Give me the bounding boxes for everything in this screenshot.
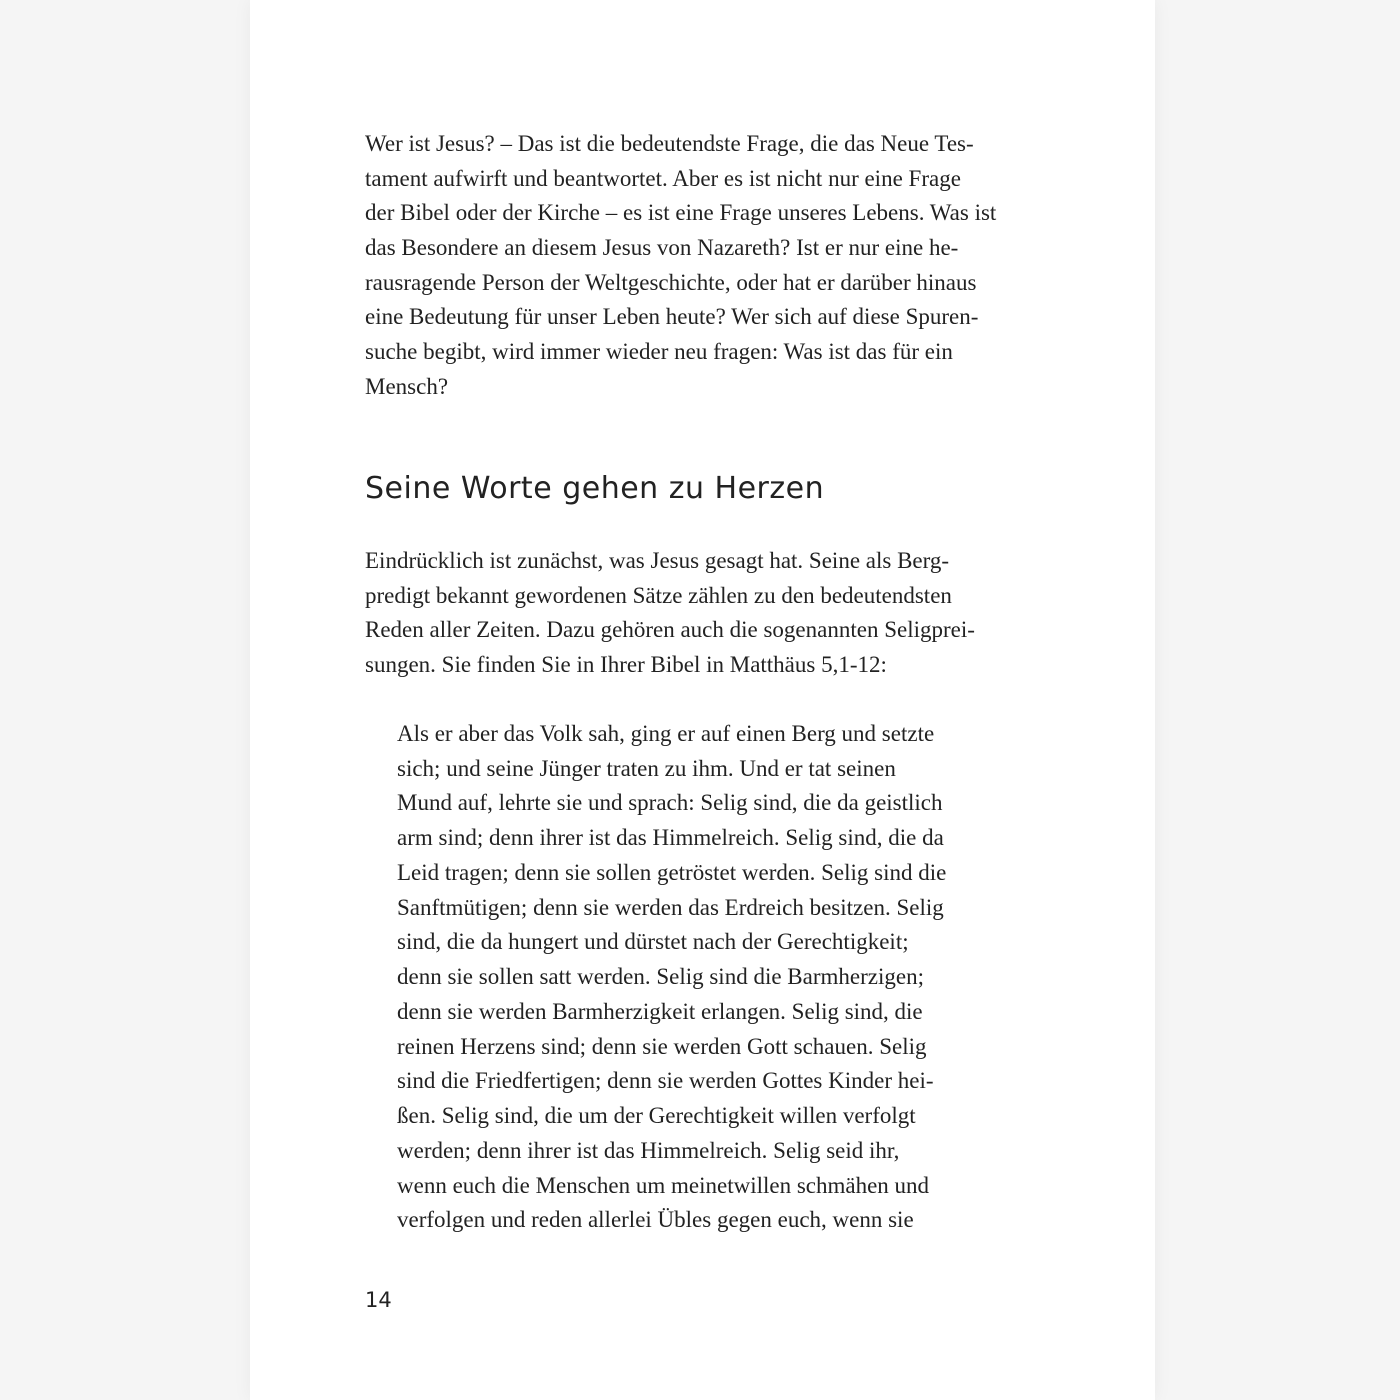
quote-line: verfolgen und reden allerlei Übles gegen euch, wenn sie: [397, 1207, 914, 1232]
intro-line: suche begibt, wird immer wieder neu fragen: Was ist das für ein: [365, 339, 953, 364]
section-line: sungen. Sie finden Sie in Ihrer Bibel in Matthäus 5,1-12:: [365, 652, 887, 677]
intro-line: das Besondere an diesem Jesus von Nazareth? Ist er nur eine he-: [365, 235, 959, 260]
quote-line: denn sie sollen satt werden. Selig sind die Barmherzigen;: [397, 964, 924, 989]
quote-line: sind die Friedfertigen; denn sie werden Gottes Kinder hei-: [397, 1068, 934, 1093]
section-heading: Seine Worte gehen zu Herzen: [365, 471, 825, 506]
intro-line: der Bibel oder der Kirche – es ist eine Frage unseres Lebens. Was ist: [365, 200, 997, 225]
quote-line: ßen. Selig sind, die um der Gerechtigkeit willen verfolgt: [397, 1103, 916, 1128]
intro-line: Mensch?: [365, 374, 449, 399]
quote-line: Mund auf, lehrte sie und sprach: Selig sind, die da geistlich: [397, 790, 943, 815]
quote-line: sind, die da hungert und dürstet nach der Gerechtigkeit;: [397, 929, 909, 954]
page-number: 14: [365, 1288, 392, 1312]
section-line: predigt bekannt gewordenen Sätze zählen zu den bedeutendsten: [365, 583, 952, 608]
quote-line: Als er aber das Volk sah, ging er auf einen Berg und setzte: [397, 721, 935, 746]
intro-line: tament aufwirft und beantwortet. Aber es ist nicht nur eine Frage: [365, 166, 961, 191]
intro-line: Wer ist Jesus? – Das ist die bedeutendste Frage, die das Neue Tes-: [365, 131, 974, 156]
quote-line: Sanftmütigen; denn sie werden das Erdreich besitzen. Selig: [397, 895, 944, 920]
intro-line: eine Bedeutung für unser Leben heute? Wer sich auf diese Spuren-: [365, 304, 979, 329]
quote-line: denn sie werden Barmherzigkeit erlangen. Selig sind, die: [397, 999, 923, 1024]
quote-line: werden; denn ihrer ist das Himmelreich. Selig seid ihr,: [397, 1138, 900, 1163]
quote-line: Leid tragen; denn sie sollen getröstet werden. Selig sind die: [397, 860, 947, 885]
quote-line: sich; und seine Jünger traten zu ihm. Und er tat seinen: [397, 756, 896, 781]
intro-line: rausragende Person der Weltgeschichte, oder hat er darüber hinaus: [365, 270, 977, 295]
quote-line: reinen Herzens sind; denn sie werden Gott schauen. Selig: [397, 1034, 927, 1059]
section-line: Reden aller Zeiten. Dazu gehören auch die sogenannten Seligprei-: [365, 617, 975, 642]
section-line: Eindrücklich ist zunächst, was Jesus gesagt hat. Seine als Berg-: [365, 548, 950, 573]
quote-line: wenn euch die Menschen um meinetwillen schmähen und: [397, 1173, 930, 1198]
quote-line: arm sind; denn ihrer ist das Himmelreich. Selig sind, die da: [397, 825, 944, 850]
